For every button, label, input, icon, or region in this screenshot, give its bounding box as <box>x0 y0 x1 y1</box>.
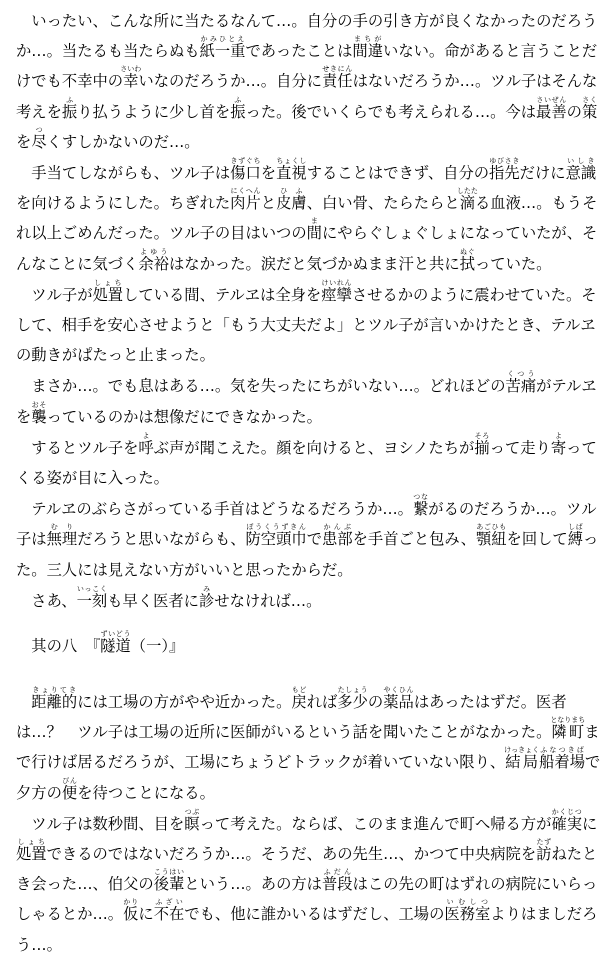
ruby-word: 普段ふだん <box>321 868 353 894</box>
ruby-word: 呼よ <box>138 431 154 457</box>
ruby-word: 策さく <box>581 95 598 121</box>
paragraph-6: テルヱのぶらさがっている手首はどうなるだろうか…。繋つながるのだろうか…。ツル子は無理むりだろうと思いながらも、防空頭巾ぼうくうずきんで患部かんぶを手首ごと包み、顎紐あごひもを回して縛しばった。三人には見えない方がいいと思ったからだ。 <box>16 493 599 579</box>
ruby-word: 仮かり <box>123 898 139 924</box>
ruby-word: 繋つな <box>412 493 429 519</box>
ruby-word: 薬品やくひん <box>383 686 414 711</box>
ruby-word: 顎紐あごひも <box>475 523 507 549</box>
ruby-word: 振ふ <box>61 95 78 121</box>
ruby-word: 船着場ふなつきば <box>539 746 586 772</box>
chapter-heading <box>16 630 601 661</box>
ruby-word: 滴したた <box>456 187 478 213</box>
ruby-word: 責任せきにん <box>321 65 353 91</box>
ruby-word: 一刻いっこく <box>76 584 108 610</box>
chapter-title: 其の八 『隧ずい道どう（一）』 <box>31 630 185 655</box>
ruby-word: 間ま <box>306 217 322 243</box>
paragraph-3: ツル子が処置しょちしている間、テルヱは全身を痙攣けいれんさせるかのように震わせていた。そして、相手を安心させようと「もう大丈夫だよ」とツル子が言いかけたとき、テルヱの動きがぱたっと止まった。 <box>16 278 597 365</box>
ruby-word: 診み <box>198 584 215 610</box>
ruby-word: 戻もど <box>291 686 307 711</box>
ruby-word: 距離的きょりてき <box>31 686 78 711</box>
ruby-word: 尽つ <box>31 125 47 151</box>
ruby-word: 防空頭巾ぼうくうずきん <box>245 523 307 549</box>
paragraph-1: いったい、こんな所に当たるなんて…。自分の手の引き方が良くなかったのだろうか…。当たるも当たらぬも紙一重かみひとえであったことは間違まちがいない。命があると言うことだけでも不幸中の幸さいわいなのだろうか…。自分に責任せきにんはないだろうか…。ツル子はそんな考えを振ふり払うように少し首を振ふった。後でいくらでも考えられる…。今は最善さいぜんの策さくを尽つくすしかないのだ…。 <box>16 12 598 151</box>
ruby-word: 処置しょち <box>16 838 47 864</box>
ruby-word: 患部かんぶ <box>322 523 353 549</box>
ruby-word: 便びん <box>61 776 78 802</box>
ruby-word: 皮膚ひふ <box>276 187 307 213</box>
ruby-word: 紙一重かみひとえ <box>199 35 246 61</box>
ruby-word: 結局けっきょく <box>504 746 540 772</box>
ruby-word: 医務室いむしつ <box>444 898 491 924</box>
ruby-word: 縛しば <box>567 523 584 549</box>
ruby-word: 意識いしき <box>565 157 597 183</box>
ruby-word: 無理むり <box>46 523 78 549</box>
ruby-word: 隣町となりまち <box>550 716 586 742</box>
ruby-word: 後輩こうはい <box>153 868 185 894</box>
ruby-word: 直視ちょくし <box>276 157 307 183</box>
ruby-word: 処置しょち <box>92 278 124 304</box>
paragraph-9: ツル子は数秒間、目を瞑つぶって考えた。ならば、このまま進んで町へ帰る方が確実かくじつに処置しょちできるのではないだろうか…。そうだ、あの先生…、かつて中央病院を訪たずねたとき会った…、伯父の後輩こうはいという…。あの方は普段ふだんはこの先の町はずれの病院にいらっしゃるとか…。仮かりに不在ふざいでも、他に誰かいるはずだし、工場の医務室いむしつよりはましだろう…。 <box>16 807 598 954</box>
ruby-word: 不在ふざい <box>153 898 185 924</box>
ruby-word: 隧ずい <box>100 630 116 655</box>
ruby-word: 瞑つぶ <box>184 807 200 833</box>
ruby-word: 拭ぬぐ <box>459 247 475 273</box>
ruby-word: 幸さいわ <box>120 65 142 91</box>
ruby-word: 最善さいぜん <box>536 95 567 121</box>
ruby-word: 間違まちが <box>352 35 384 61</box>
ruby-word: 指先ゆびさき <box>489 157 520 183</box>
paragraph-5: するとツル子を呼よぶ声が聞こえた。顔を向けると、ヨシノたちが揃そろって走り寄よってくる姿が目に入った。 <box>16 431 597 488</box>
ruby-word: 余裕よゆう <box>138 247 169 273</box>
ruby-word: 道どう <box>115 630 131 655</box>
ruby-word: 苦痛くつう <box>505 370 537 396</box>
paragraph-8: 距離的きょりてきには工場の方がやや近かった。戻もどれば多少たしょうの薬品やくひんはあったはずだ。医者は…？ ツル子は工場の近所に医師がいるという話を聞いたことがなかった。隣町となりまちまで行けば居るだろうが、工場にちょうどトラックが着いていない限り、結局けっきょく船着場ふなつきばで夕方の便びんを待つことになる。 <box>16 686 601 802</box>
paragraph-4: まさか…。でも息はある…。気を失ったにちがいない…。どれほどの苦痛くつうがテルヱを襲おそっているのかは想像だにできなかった。 <box>16 370 597 426</box>
ruby-word: 傷口きずぐち <box>230 157 261 183</box>
ruby-word: 多少たしょう <box>337 686 368 711</box>
paragraph-7: さあ、一刻いっこくも早く医者に診みせなければ…。 <box>31 584 322 610</box>
paragraph-2: 手当てしながらも、ツル子は傷口きずぐちを直視ちょくしすることはできず、自分の指先ゆびさきだけに意識いしきを向けるようにした。ちぎれた肉片にくへんと皮膚ひふ、白い骨、たらたらと滴したたる血液…。もうそれ以上ごめんだった。ツル子の目はいつの間まにやらぐしょぐしょになっていたが、そんなことに気づく余裕よゆうはなかった。涙だと気づかぬまま汗と共に拭ぬぐっていた。 <box>16 157 598 273</box>
ruby-word: 揃そろ <box>474 431 490 457</box>
ruby-word: 肉片にくへん <box>230 187 261 213</box>
section-current <box>16 686 601 960</box>
ruby-word: 訪たず <box>536 838 552 864</box>
ruby-word: 確実かくじつ <box>551 807 583 833</box>
ruby-word: 痙攣けいれん <box>321 278 352 304</box>
ruby-word: 寄よ <box>550 431 567 457</box>
ruby-word: 振ふ <box>230 95 246 121</box>
ruby-word: 襲おそ <box>31 400 47 426</box>
section-previous <box>16 6 601 616</box>
